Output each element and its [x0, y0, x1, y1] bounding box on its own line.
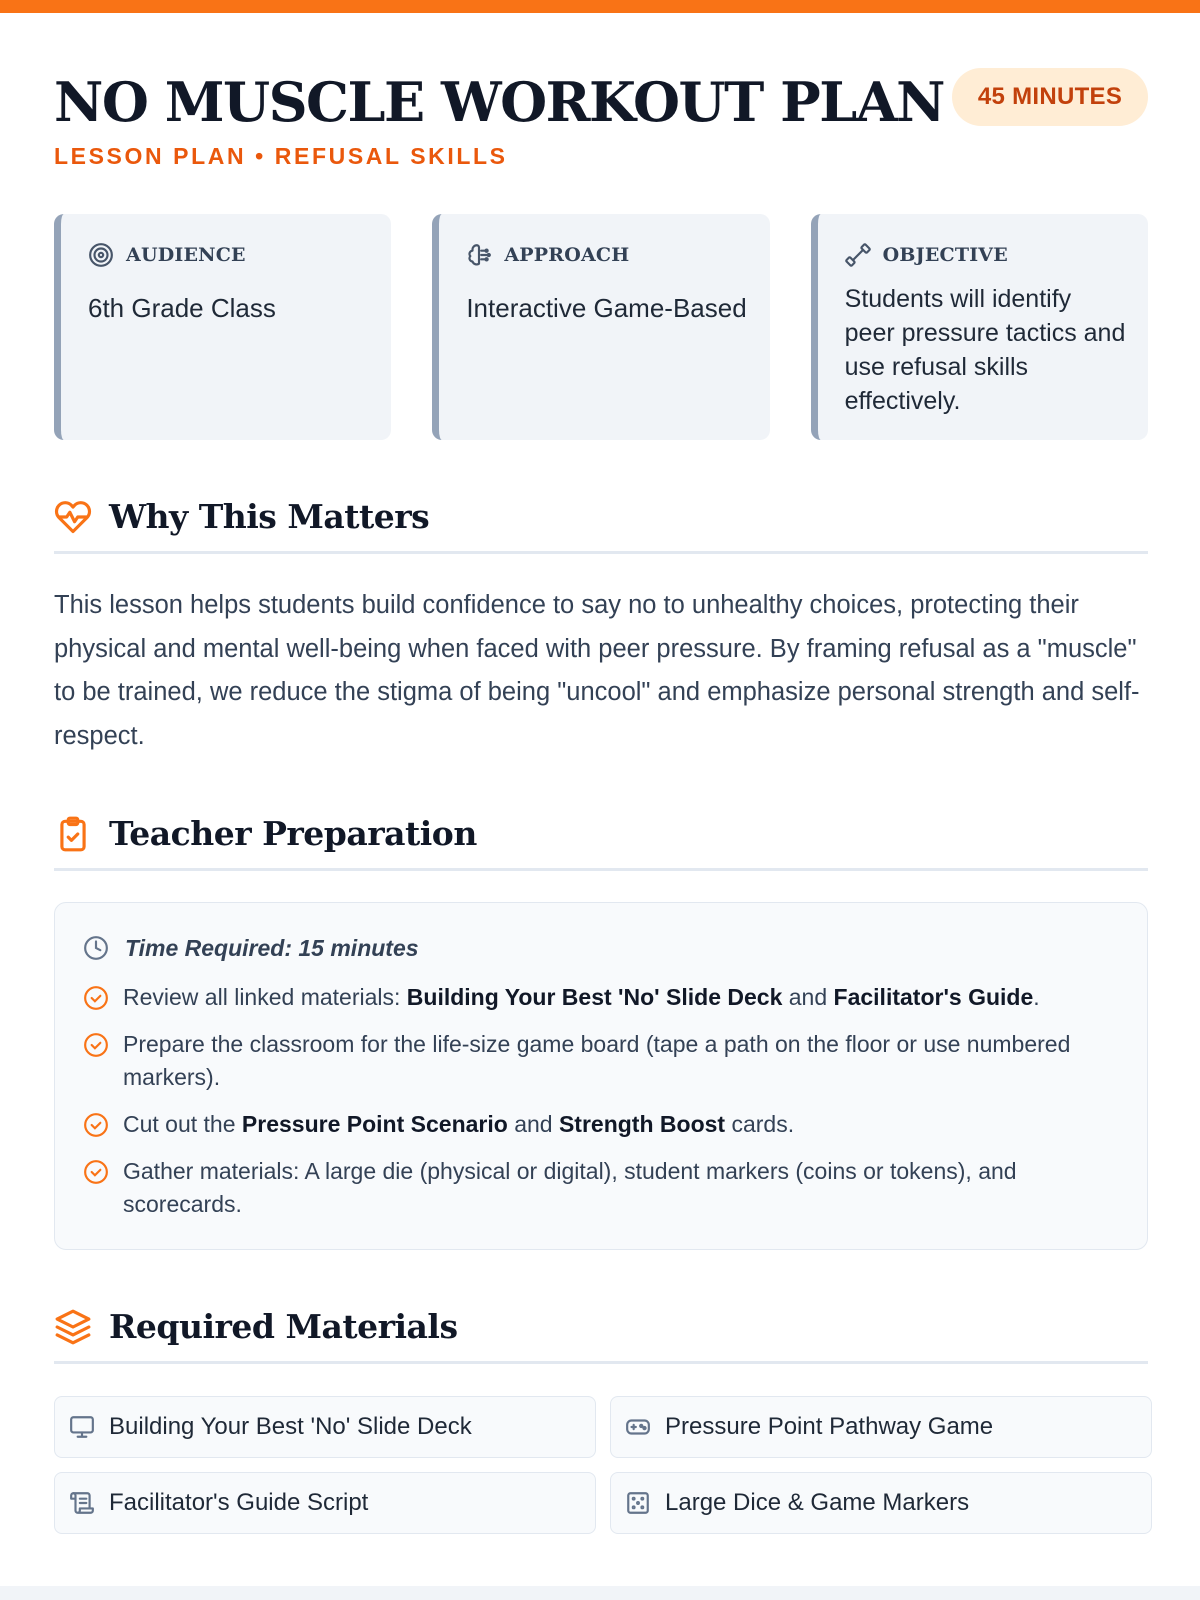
audience-card — [54, 214, 391, 440]
section-title: Required Materials — [109, 1307, 458, 1346]
monitor-icon — [69, 1414, 95, 1440]
material-label: Facilitator's Guide Script — [109, 1489, 369, 1516]
card-value: 6th Grade Class — [88, 293, 276, 323]
section-title: Why This Matters — [109, 497, 430, 536]
item-text: Cut out the — [123, 1111, 242, 1137]
item-text: Review all linked materials: — [123, 984, 407, 1010]
time-required-text: Time Required: 15 minutes — [125, 934, 419, 961]
item-text: and — [507, 1111, 559, 1137]
brain-icon — [466, 242, 492, 268]
page-subtitle: LESSON PLAN • REFUSAL SKILLS — [54, 143, 508, 169]
duration-badge: 45 MINUTES — [952, 68, 1148, 126]
check-circle-icon — [83, 985, 109, 1011]
item-bold: Pressure Point Scenario — [241, 1111, 508, 1137]
item-bold: Strength Boost — [558, 1111, 726, 1137]
prep-section-header — [54, 799, 1148, 871]
item-text: and — [782, 984, 834, 1010]
materials-grid — [54, 1396, 1148, 1534]
item-text: Gather materials: A large die (physical or digital), student markers (coins or tokens), and scorecards. — [123, 1158, 1017, 1217]
why-section-header — [54, 482, 1148, 554]
why-paragraph: This lesson helps students build confidence to say no to unhealthy choices, protecting their physical and mental well-being when faced with peer pressure. By framing refusal as a "muscle" to be trained, we reduce the stigma of being "uncool" and emphasize personal strength and self-respect. — [54, 591, 1140, 750]
section-title: Teacher Preparation — [109, 814, 477, 853]
check-circle-icon — [83, 1032, 109, 1058]
list-item — [83, 1028, 1119, 1094]
page-title: NO MUSCLE WORKOUT PLAN — [54, 70, 944, 134]
accent-top-bar — [0, 0, 1200, 13]
material-label: Pressure Point Pathway Game — [665, 1413, 994, 1440]
check-circle-icon — [83, 1159, 109, 1185]
gamepad-icon — [625, 1414, 651, 1440]
dice-icon — [625, 1490, 651, 1516]
dumbbell-icon — [845, 242, 871, 268]
card-value: Interactive Game-Based — [466, 293, 747, 323]
scroll-icon — [69, 1490, 95, 1516]
heart-pulse-icon — [54, 498, 92, 536]
item-bold: Building Your Best 'No' Slide Deck — [406, 984, 783, 1010]
approach-card — [432, 214, 769, 440]
list-item — [83, 981, 1119, 1014]
item-text: . — [1033, 984, 1040, 1010]
preparation-list — [83, 981, 1119, 1221]
target-icon — [88, 242, 114, 268]
card-value: Students will identify peer pressure tactics and use refusal skills effectively. — [844, 285, 1126, 415]
item-text: Prepare the classroom for the life-size game board (tape a path on the floor or use numbered markers). — [123, 1031, 1071, 1090]
clock-icon — [83, 935, 109, 961]
time-required — [83, 931, 1119, 965]
objective-card — [811, 214, 1148, 440]
list-item — [83, 1155, 1119, 1221]
material-item[interactable] — [610, 1472, 1152, 1534]
clipboard-check-icon — [54, 815, 92, 853]
layers-icon — [54, 1308, 92, 1346]
check-circle-icon — [83, 1112, 109, 1138]
info-cards — [54, 214, 1148, 440]
material-item[interactable] — [54, 1396, 596, 1458]
preparation-box — [54, 902, 1148, 1250]
item-text: cards. — [725, 1111, 795, 1137]
card-label: AUDIENCE — [126, 244, 246, 266]
list-item — [83, 1108, 1119, 1141]
materials-section-header — [54, 1292, 1148, 1364]
card-label: OBJECTIVE — [882, 244, 1008, 266]
material-item[interactable] — [54, 1472, 596, 1534]
card-label: APPROACH — [504, 244, 630, 266]
material-item[interactable] — [610, 1396, 1152, 1458]
material-label: Building Your Best 'No' Slide Deck — [109, 1413, 472, 1440]
material-label: Large Dice & Game Markers — [665, 1489, 970, 1516]
header — [54, 62, 1148, 177]
item-bold: Facilitator's Guide — [833, 984, 1034, 1010]
